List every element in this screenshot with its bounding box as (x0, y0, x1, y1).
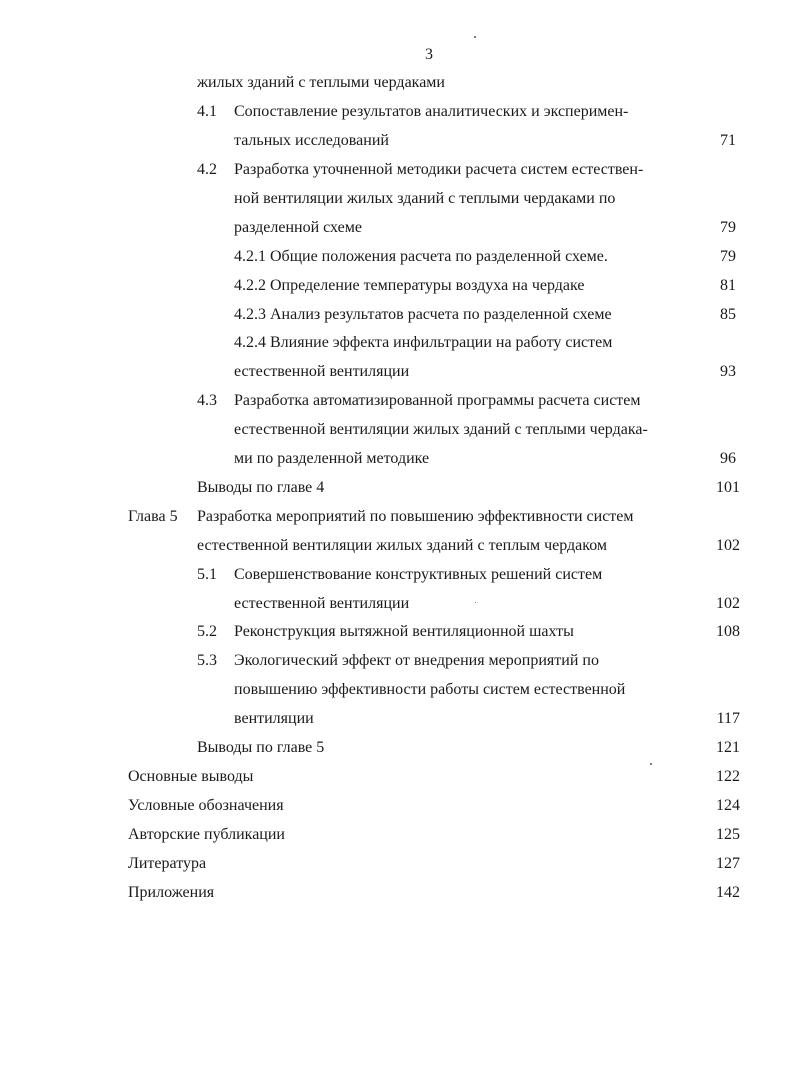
toc-line: Авторские публикации (128, 826, 285, 843)
toc-line: Сопоставление результатов аналитических и эксперимен- (234, 103, 629, 120)
toc-line: Условные обозначения (128, 797, 284, 814)
toc-line: ной вентиляции жилых зданий с теплыми чердаками по (234, 190, 616, 207)
toc-section-number: 4.3 (197, 392, 217, 409)
toc-line: тальных исследований (234, 132, 389, 149)
toc-section-number: 5.1 (197, 566, 217, 583)
toc-section-number: 5.3 (197, 652, 217, 669)
toc-page-number: 122 (716, 768, 740, 785)
toc-page-number: 125 (716, 826, 740, 843)
toc-page-number: 102 (716, 537, 740, 554)
toc-line: Совершенствование конструктивных решений систем (234, 566, 603, 583)
toc-page-number: 71 (720, 132, 736, 149)
toc-line: вентиляции (234, 710, 314, 727)
scan-speck (474, 36, 476, 38)
toc-page-number: 79 (720, 248, 736, 265)
toc-page-number: 121 (716, 739, 740, 756)
toc-line: Основные выводы (128, 768, 254, 785)
toc-line: естественной вентиляции жилых зданий с теплым чердаком (197, 537, 608, 554)
toc-section-number: 4.1 (197, 103, 217, 120)
toc-line: Экологический эффект от внедрения мероприятий по (234, 652, 599, 669)
toc-line: 4.2.1 Общие положения расчета по разделенной схеме. (234, 248, 608, 265)
toc-line: Выводы по главе 4 (197, 479, 325, 496)
page-number: 3 (425, 46, 433, 63)
toc-page-number: 93 (720, 363, 736, 380)
toc-page-number: 85 (720, 306, 736, 323)
toc-line: жилых зданий с теплыми чердаками (197, 74, 445, 91)
toc-line: Разработка уточненной методики расчета систем естествен- (234, 161, 644, 178)
toc-line: Выводы по главе 5 (197, 739, 325, 756)
toc-line: естественной вентиляции (234, 595, 410, 612)
toc-line: повышению эффективности работы систем естественной (234, 681, 626, 698)
toc-section-number: 4.2 (197, 161, 217, 178)
toc-page-number: 79 (720, 219, 736, 236)
toc-section-number: 5.2 (197, 623, 217, 640)
toc-page-number: 102 (716, 595, 740, 612)
toc-page-number: 96 (720, 450, 736, 467)
toc-line: Литература (128, 855, 207, 872)
toc-line: Приложения (128, 884, 215, 901)
toc-page-number: 117 (716, 710, 740, 727)
toc-line: 4.2.2 Определение температуры воздуха на чердаке (234, 277, 585, 294)
toc-page-number: 101 (716, 479, 740, 496)
toc-line: ми по разделенной методике (234, 450, 430, 467)
toc-line: 4.2.4 Влияние эффекта инфильтрации на работу систем (234, 334, 613, 351)
toc-page-number: 142 (716, 884, 740, 901)
toc-line: Разработка мероприятий по повышению эффективности систем (197, 508, 634, 525)
toc-line: естественной вентиляции жилых зданий с теплыми чердака- (234, 421, 648, 438)
toc-line: естественной вентиляции (234, 363, 410, 380)
toc-line: 4.2.3 Анализ результатов расчета по разделенной схеме (234, 306, 612, 323)
toc-page-number: 124 (716, 797, 740, 814)
toc-line: разделенной схеме (234, 219, 362, 236)
toc-page-number: 108 (716, 623, 740, 640)
toc-chapter-label: Глава 5 (128, 508, 178, 525)
scan-speck (650, 763, 652, 765)
toc-page-number: 81 (720, 277, 736, 294)
toc-line: Разработка автоматизированной программы расчета систем (234, 392, 641, 409)
scan-speck (475, 602, 476, 603)
toc-line: Реконструкция вытяжной вентиляционной шахты (234, 623, 574, 640)
toc-page-number: 127 (716, 855, 740, 872)
